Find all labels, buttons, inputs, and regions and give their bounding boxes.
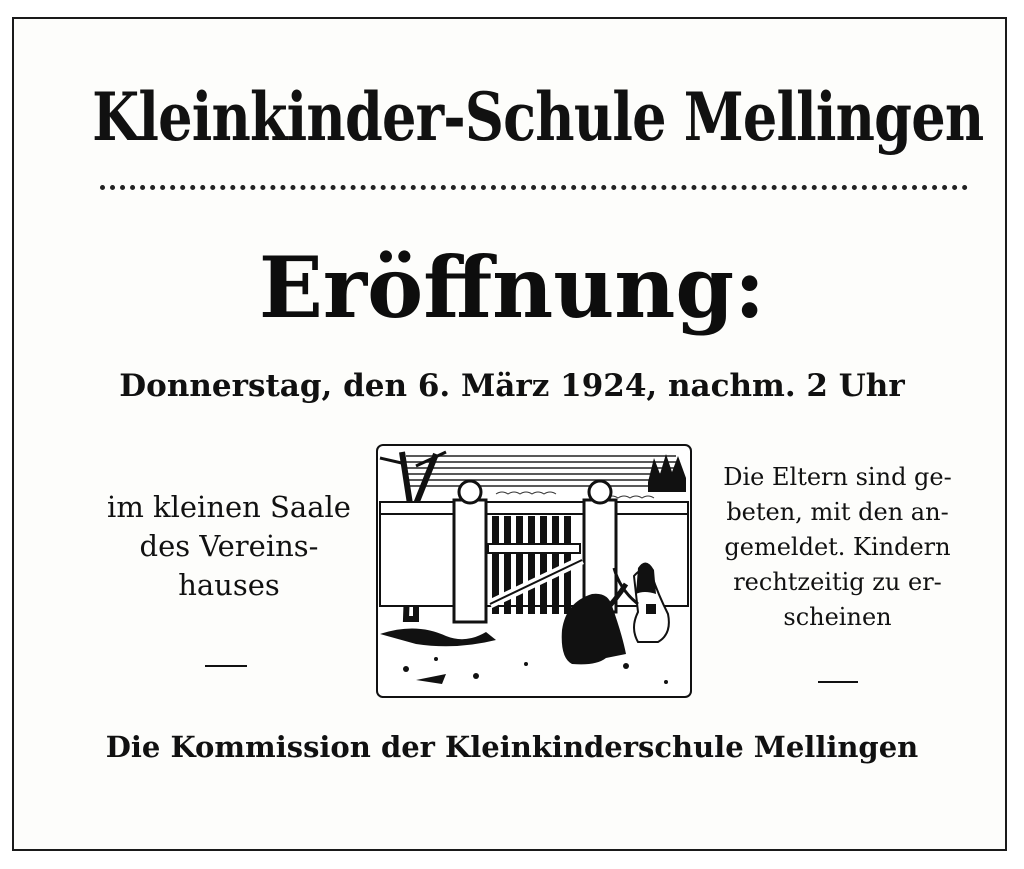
opening-heading: Eröffnung: <box>258 238 766 337</box>
location-line: im kleinen Saale <box>107 490 351 524</box>
school-title: Kleinkinder-Schule Mellingen <box>92 78 984 156</box>
notice-line: gemeldet. Kindern <box>724 533 951 561</box>
location-line: hauses <box>178 568 280 602</box>
commission-signature: Die Kommission der Kleinkinderschule Mellingen <box>105 730 919 764</box>
notice-line: rechtzeitig zu er- <box>733 568 942 596</box>
parents-notice <box>700 460 975 635</box>
school-gate-illustration <box>376 444 692 698</box>
notice-line: scheinen <box>783 603 892 631</box>
dotted-divider <box>100 185 968 190</box>
notice-line: beten, mit den an- <box>726 498 949 526</box>
right-dash <box>818 681 858 683</box>
location-text <box>84 488 374 605</box>
date-line: Donnerstag, den 6. März 1924, nachm. 2 Uhr <box>119 368 905 404</box>
notice-line: Die Eltern sind ge- <box>723 463 952 491</box>
location-line: des Vereins- <box>139 529 319 563</box>
left-dash <box>205 665 247 667</box>
